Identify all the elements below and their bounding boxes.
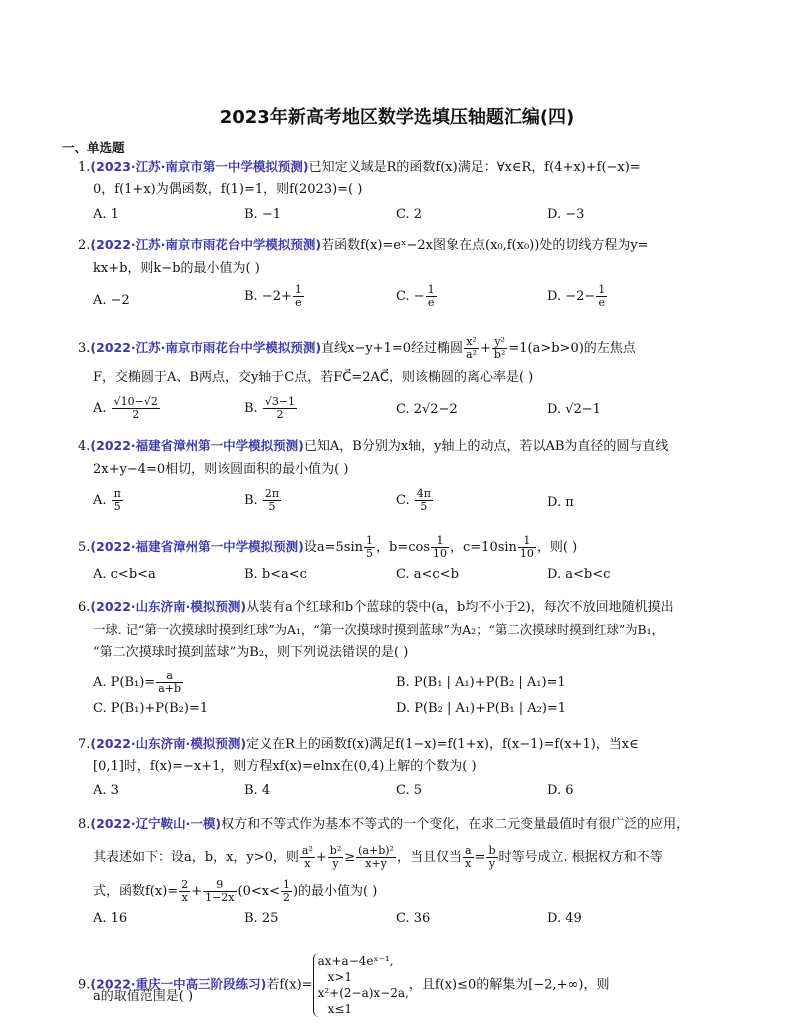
question-1-line-1: 1.(2023·江苏·南京市第一中学模拟预测)已知定义域是R的函数f(x)满足：∀x∈R，f(4+x)+f(−x)= [78, 159, 641, 175]
question-6-line-3: “第二次摸球时摸到蓝球”为B₂，则下列说法错误的是( ) [93, 645, 409, 660]
question-3-option-a: A. $\frac{√10-√2}{2}$ [93, 395, 158, 421]
question-4-option-a: A. $\frac{\pi}{5}$ [93, 487, 121, 513]
question-2-line-2: kx+b，则k−b的最小值为( ) [93, 261, 260, 276]
question-5-source: (2022·福建省漳州第一中学模拟预测) [90, 539, 304, 554]
question-6-option-b: B. P(B₁ | A₁)+P(B₂ | A₁)=1 [396, 675, 566, 690]
question-8-line-3: 式，函数f(x)= $\frac{2}{x}$ + $\frac{9}{1-2x}$ (0<x< $\frac{1}{2}$ )的最小值为( ) [93, 878, 378, 904]
question-5-line-1: 5.(2022·福建省漳州第一中学模拟预测)设a=5sin $\frac{1}{5}$ ，b=cos $\frac{1}{10}$ ，c=10sin $\frac{1}{10}$ ，则( ) [78, 534, 578, 560]
question-3-option-d: D. √2−1 [547, 402, 601, 417]
question-4-line-2: 2x+y−4=0相切，则该圆面积的最小值为( ) [93, 462, 349, 477]
question-6-line-1: 6.(2022·山东济南·模拟预测)从装有a个红球和b个蓝球的袋中(a，b均不小于2)，每次不放回地随机摸出 [78, 599, 674, 615]
question-2-option-d: D. −2− $\frac{1}{e}$ [547, 283, 606, 309]
question-6-option-a: A. P(B₁)= $\frac{a}{a+b}$ [93, 669, 182, 695]
question-4-option-d: D. π [547, 495, 574, 510]
question-9-source: (2022·重庆一中高三阶段练习) [90, 976, 267, 992]
question-5-option-c: C. a<c<b [396, 567, 459, 582]
question-3-line-2: F，交椭圆于A、B两点，交y轴于C点，若FC⃗=2AC⃗，则该椭圆的离心率是( ) [93, 370, 534, 385]
question-8-source: (2022·辽宁鞍山·一模) [90, 816, 222, 831]
question-4-source: (2022·福建省漳州第一中学模拟预测) [90, 438, 304, 453]
question-5-option-d: D. a<b<c [547, 567, 611, 582]
piecewise-function: ax+a−4eˣ⁻¹, x>1 x²+(2−a)x−2a, x≤1 [313, 953, 409, 1017]
question-7-option-d: D. 6 [547, 783, 574, 798]
question-3-source: (2022·江苏·南京市雨花台中学模拟预测) [90, 340, 322, 355]
question-1-line-2: 0，f(1+x)为偶函数，f(1)=1，则f(2023)=( ) [93, 182, 363, 197]
question-8-option-b: B. 25 [244, 911, 279, 926]
question-6-line-2: 一球. 记“第一次摸球时摸到红球”为A₁，“第一次摸球时摸到蓝球”为A₂；“第二次摸球时摸到红球”为B₁， [93, 622, 665, 637]
question-7-line-1: 7.(2022·山东济南·模拟预测)定义在R上的函数f(x)满足f(1−x)=f(1+x)，f(x−1)=f(x+1)，当x∈ [78, 736, 639, 752]
question-8-option-a: A. 16 [93, 911, 128, 926]
question-2-source: (2022·江苏·南京市雨花台中学模拟预测) [90, 237, 322, 252]
question-5-option-b: B. b<a<c [244, 567, 307, 582]
question-7-option-b: B. 4 [244, 783, 271, 798]
section-heading: 一、单选题 [62, 140, 125, 155]
question-6-source: (2022·山东济南·模拟预测) [90, 599, 247, 614]
question-1-option-d: D. −3 [547, 207, 585, 222]
question-1-option-c: C. 2 [396, 207, 423, 222]
question-3-option-c: C. 2√2−2 [396, 402, 458, 417]
question-3-line-1: 3.(2022·江苏·南京市雨花台中学模拟预测)直线x−y+1=0经过椭圆 $\frac{\text{x²}}{\text{a²}}$ + $\frac{\text{y²}}{\text{b²}}$ =1(a>b>0)的左焦点 [78, 335, 636, 361]
question-8-line-2: 其表述如下：设a，b，x，y>0，则 $\frac{\text{a²}}{x}$ + $\frac{\text{b²}}{y}$ ≥ $\frac{\text{(a+b)²}}{x+y}$ ，当且仅当 $\frac{a}{x}$ = $\frac{b}{y}$ 时等号成立. 根据权方和不等 [93, 844, 663, 870]
question-8-option-c: C. 36 [396, 911, 431, 926]
question-1-option-a: A. 1 [93, 207, 119, 222]
question-7-line-2: [0,1]时，f(x)=−x+1，则方程xf(x)=elnx在(0,4)上解的个数为( ) [93, 759, 477, 774]
question-7-option-c: C. 5 [396, 783, 423, 798]
question-6-option-d: D. P(B₂ | A₁)+P(B₁ | A₂)=1 [396, 701, 567, 716]
question-1-source: (2023·江苏·南京市第一中学模拟预测) [90, 159, 309, 174]
document-title: 2023年新高考地区数学选填压轴题汇编(四) [219, 107, 575, 128]
question-7-source: (2022·山东济南·模拟预测) [90, 736, 247, 751]
question-4-line-1: 4.(2022·福建省漳州第一中学模拟预测)已知A，B分别为x轴，y轴上的动点，若以AB为直径的圆与直线 [78, 438, 669, 454]
question-2-option-c: C. − $\frac{1}{e}$ [396, 283, 435, 309]
question-2-option-b: B. −2+ $\frac{1}{e}$ [244, 283, 302, 309]
question-6-option-c: C. P(B₁)+P(B₂)=1 [93, 701, 209, 716]
question-4-option-b: B. $\frac{2\pi}{5}$ [244, 487, 280, 513]
question-8-line-1: 8.(2022·辽宁鞍山·一模)权方和不等式作为基本不等式的一个变化，在求二元变量最值时有很广泛的应用， [78, 816, 690, 832]
question-2-line-1: 2.(2022·江苏·南京市雨花台中学模拟预测)若函数f(x)=eˣ−2x图象在点(x₀,f(x₀))处的切线方程为y= [78, 237, 649, 253]
question-9-line-1: 9.(2022·重庆一中高三阶段练习)若f(x)= ax+a−4eˣ⁻¹, x>1 x²+(2−a)x−2a, x≤1 ，且f(x)≤0的解集为[−2,+∞)，则 [78, 954, 610, 1016]
question-9-line-2: a的取值范围是( ) [93, 989, 194, 1004]
question-3-option-b: B. $\frac{√3-1}{2}$ [244, 395, 296, 421]
question-8-option-d: D. 49 [547, 911, 582, 926]
question-1-option-b: B. −1 [244, 207, 281, 222]
question-2-option-a: A. −2 [93, 293, 130, 308]
question-5-option-a: A. c<b<a [93, 567, 156, 582]
question-4-option-c: C. $\frac{4\pi}{5}$ [396, 487, 431, 513]
question-7-option-a: A. 3 [93, 783, 119, 798]
